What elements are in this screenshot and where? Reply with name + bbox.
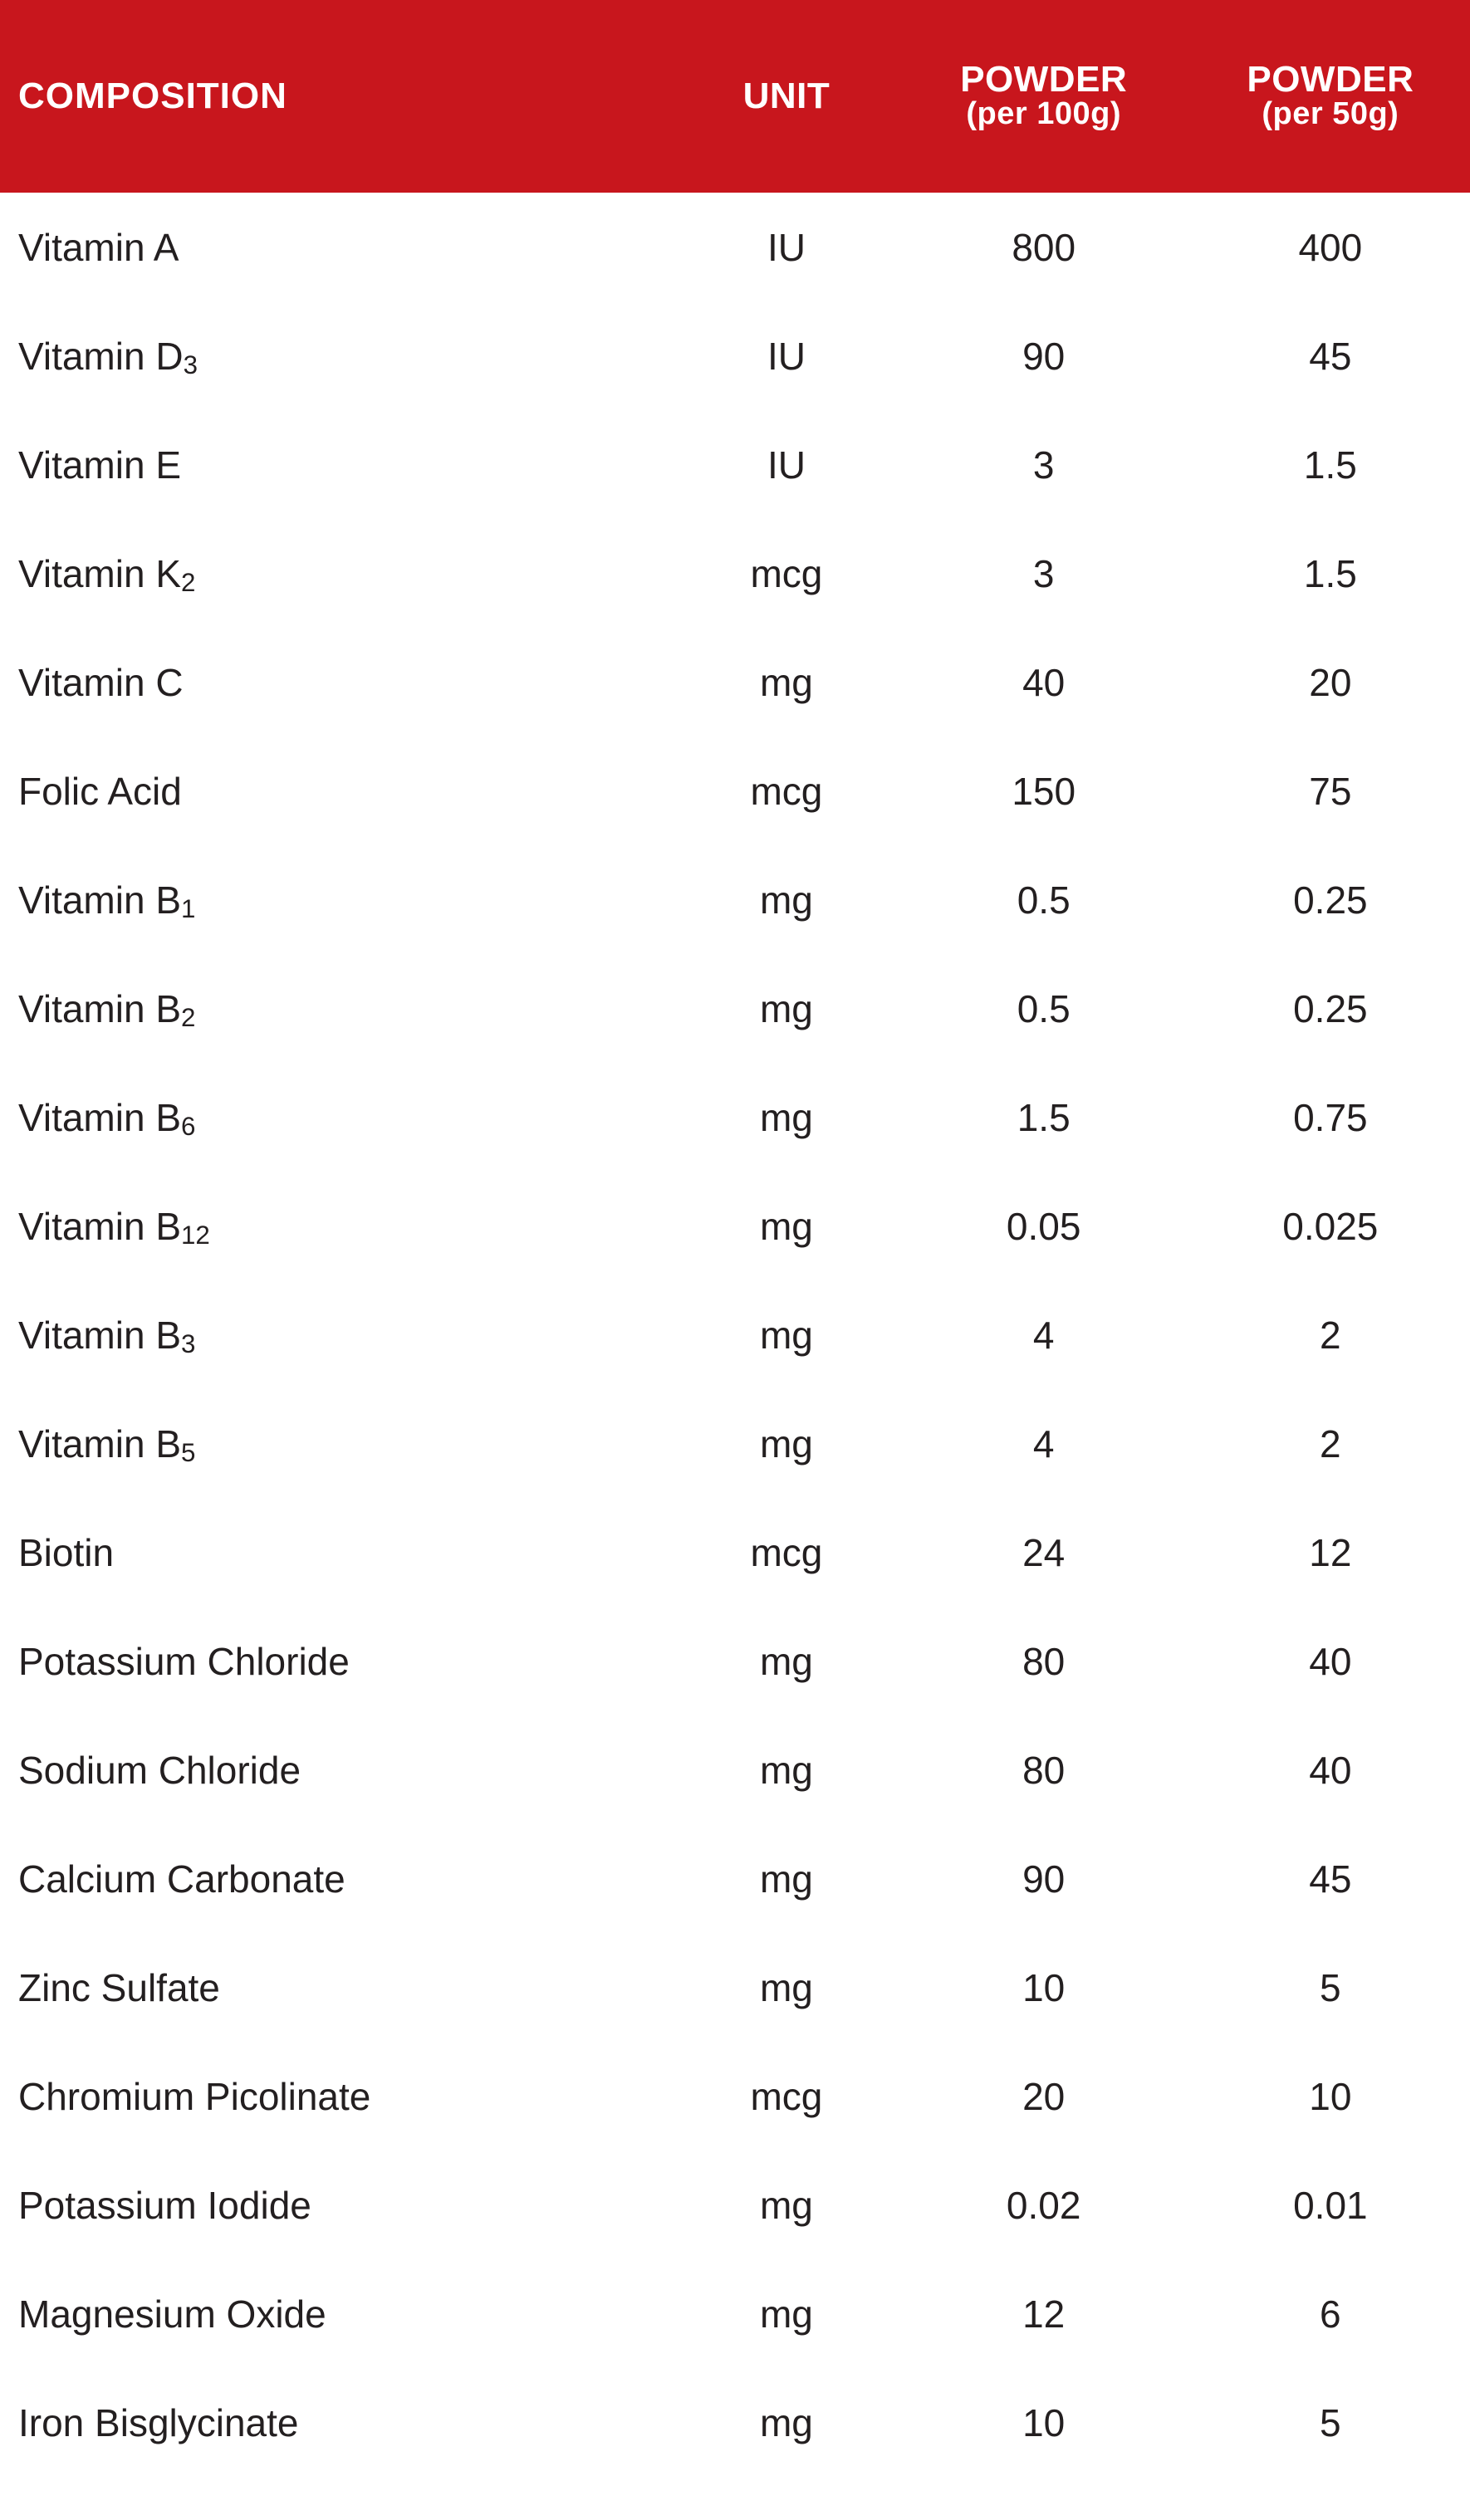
table-row (0, 1498, 1470, 1607)
table-row (0, 845, 1470, 954)
cell-composition (0, 1389, 676, 1498)
cell-powder-per-50g: 5 (1320, 2400, 1341, 2444)
cell-powder-per-50g: 1.5 (1303, 551, 1357, 595)
cell-composition (0, 301, 676, 410)
cell-powder-per-100g: 3 (1032, 551, 1055, 595)
table-row (0, 2368, 1470, 2477)
cell-unit: mg (759, 1965, 813, 2009)
composition-subscript: 5 (181, 1438, 196, 1468)
composition-name: Vitamin B (18, 1204, 182, 1248)
cell-composition (0, 1172, 676, 1280)
composition-name: Sodium Chloride (18, 1748, 301, 1792)
cell-powder-per-50g: 5 (1320, 1965, 1341, 2009)
cell-composition (0, 628, 676, 736)
composition-name: Calcium Carbonate (18, 1857, 345, 1901)
table-row (0, 301, 1470, 410)
table-row (0, 193, 1470, 301)
cell-powder-per-50g: 45 (1309, 334, 1352, 378)
composition-name: Vitamin D (18, 334, 184, 378)
cell-powder-per-50g: 12 (1309, 1530, 1352, 1574)
cell-unit: mcg (750, 1530, 823, 1574)
cell-powder-per-50g: 2 (1320, 1313, 1341, 1357)
cell-powder-per-100g: 80 (1022, 1639, 1066, 1683)
table-row (0, 628, 1470, 736)
cell-powder-per-100g: 150 (1012, 769, 1076, 813)
cell-unit: mg (759, 1748, 813, 1792)
composition-name: Chromium Picolinate (18, 2074, 371, 2118)
cell-powder-per-100g: 3 (1032, 443, 1055, 487)
table-body (0, 193, 1470, 2477)
table-row (0, 2151, 1470, 2259)
cell-composition (0, 1715, 676, 1824)
table-row (0, 1824, 1470, 1933)
column-header-powder-50g-line2: (per 50g) (1262, 96, 1399, 132)
composition-subscript: 2 (181, 1003, 196, 1033)
cell-powder-per-50g: 45 (1309, 1857, 1352, 1901)
composition-name: Biotin (18, 1530, 115, 1574)
cell-powder-per-100g: 0.02 (1006, 2183, 1081, 2227)
column-header-powder-100g (897, 0, 1191, 193)
column-header-powder-50g-line1: POWDER (1247, 58, 1414, 100)
composition-name: Vitamin B (18, 878, 182, 922)
composition-name: Iron Bisglycinate (18, 2400, 299, 2444)
cell-powder-per-50g: 10 (1309, 2074, 1352, 2118)
cell-powder-per-100g: 80 (1022, 1748, 1066, 1792)
table-row (0, 1389, 1470, 1498)
cell-unit: mg (759, 1421, 813, 1466)
cell-composition (0, 1933, 676, 2042)
cell-unit: mcg (750, 551, 823, 595)
column-header-powder-100g-line2: (per 100g) (966, 96, 1121, 132)
composition-subscript: 3 (181, 1329, 196, 1359)
cell-powder-per-50g: 0.75 (1293, 1095, 1368, 1139)
cell-powder-per-100g: 4 (1032, 1421, 1055, 1466)
cell-powder-per-50g: 20 (1309, 660, 1352, 704)
composition-subscript: 3 (183, 350, 198, 380)
table-row (0, 1933, 1470, 2042)
column-header-powder-50g (1191, 0, 1470, 193)
cell-powder-per-100g: 10 (1022, 2400, 1066, 2444)
column-header-composition: COMPOSITION (18, 76, 287, 116)
table-row (0, 954, 1470, 1063)
column-header-unit: UNIT (742, 76, 831, 116)
cell-powder-per-50g: 6 (1320, 2292, 1341, 2336)
cell-composition (0, 2259, 676, 2368)
cell-unit: mg (759, 2183, 813, 2227)
table-row (0, 1280, 1470, 1389)
cell-powder-per-50g: 0.01 (1293, 2183, 1368, 2227)
cell-powder-per-100g: 0.5 (1017, 986, 1071, 1030)
cell-powder-per-100g: 20 (1022, 2074, 1066, 2118)
composition-subscript: 2 (181, 568, 196, 598)
cell-powder-per-50g: 40 (1309, 1748, 1352, 1792)
cell-unit: mg (759, 1313, 813, 1357)
cell-powder-per-100g: 90 (1022, 1857, 1066, 1901)
cell-powder-per-100g: 24 (1022, 1530, 1066, 1574)
composition-subscript: 1 (181, 894, 196, 924)
composition-name: Vitamin K (18, 551, 182, 595)
composition-name: Vitamin E (18, 443, 182, 487)
cell-powder-per-50g: 1.5 (1303, 443, 1357, 487)
cell-composition (0, 519, 676, 628)
cell-unit: mg (759, 2292, 813, 2336)
table-row (0, 2259, 1470, 2368)
cell-composition (0, 2042, 676, 2151)
cell-unit: IU (767, 225, 806, 269)
cell-composition (0, 1607, 676, 1715)
cell-powder-per-100g: 4 (1032, 1313, 1055, 1357)
composition-subscript: 6 (181, 1112, 196, 1142)
composition-name: Folic Acid (18, 769, 182, 813)
cell-unit: mg (759, 1857, 813, 1901)
table-row (0, 410, 1470, 519)
table-row (0, 519, 1470, 628)
cell-unit: IU (767, 443, 806, 487)
cell-composition (0, 1063, 676, 1172)
table-header-row (0, 0, 1470, 193)
cell-unit: mg (759, 878, 813, 922)
table-row (0, 736, 1470, 845)
column-header-powder-100g-line1: POWDER (960, 58, 1128, 100)
table-row (0, 1172, 1470, 1280)
cell-composition (0, 1498, 676, 1607)
cell-composition (0, 954, 676, 1063)
cell-unit: mg (759, 660, 813, 704)
cell-powder-per-100g: 12 (1022, 2292, 1066, 2336)
table-header (0, 0, 1470, 193)
cell-powder-per-50g: 0.25 (1293, 986, 1368, 1030)
cell-unit: mg (759, 2400, 813, 2444)
composition-name: Vitamin B (18, 986, 182, 1030)
cell-composition (0, 736, 676, 845)
cell-powder-per-100g: 90 (1022, 334, 1066, 378)
composition-subscript: 12 (181, 1221, 210, 1250)
composition-name: Vitamin A (18, 225, 179, 269)
composition-name: Potassium Chloride (18, 1639, 350, 1683)
composition-name: Magnesium Oxide (18, 2292, 326, 2336)
composition-name: Potassium Iodide (18, 2183, 311, 2227)
table-row (0, 1607, 1470, 1715)
cell-powder-per-50g: 40 (1309, 1639, 1352, 1683)
cell-unit: mcg (750, 2074, 823, 2118)
cell-powder-per-100g: 800 (1012, 225, 1076, 269)
cell-powder-per-100g: 0.5 (1017, 878, 1071, 922)
table-row (0, 2042, 1470, 2151)
cell-powder-per-100g: 10 (1022, 1965, 1066, 2009)
cell-composition (0, 1824, 676, 1933)
cell-powder-per-100g: 1.5 (1017, 1095, 1071, 1139)
cell-unit: IU (767, 334, 806, 378)
cell-powder-per-50g: 0.25 (1293, 878, 1368, 922)
composition-name: Vitamin B (18, 1095, 182, 1139)
cell-powder-per-50g: 75 (1309, 769, 1352, 813)
cell-composition (0, 410, 676, 519)
cell-composition (0, 193, 676, 301)
cell-composition (0, 1280, 676, 1389)
cell-powder-per-100g: 40 (1022, 660, 1066, 704)
cell-unit: mcg (750, 769, 823, 813)
table-row (0, 1715, 1470, 1824)
cell-powder-per-50g: 2 (1320, 1421, 1341, 1466)
cell-powder-per-50g: 400 (1298, 225, 1363, 269)
cell-unit: mg (759, 986, 813, 1030)
cell-unit: mg (759, 1095, 813, 1139)
cell-composition (0, 2368, 676, 2477)
cell-composition (0, 845, 676, 954)
cell-composition (0, 2151, 676, 2259)
cell-powder-per-50g: 0.025 (1282, 1204, 1379, 1248)
cell-unit: mg (759, 1204, 813, 1248)
composition-name: Vitamin B (18, 1421, 182, 1466)
table-row (0, 1063, 1470, 1172)
composition-name: Zinc Sulfate (18, 1965, 220, 2009)
composition-name: Vitamin C (18, 660, 184, 704)
composition-name: Vitamin B (18, 1313, 182, 1357)
cell-powder-per-100g: 0.05 (1006, 1204, 1081, 1248)
cell-unit: mg (759, 1639, 813, 1683)
